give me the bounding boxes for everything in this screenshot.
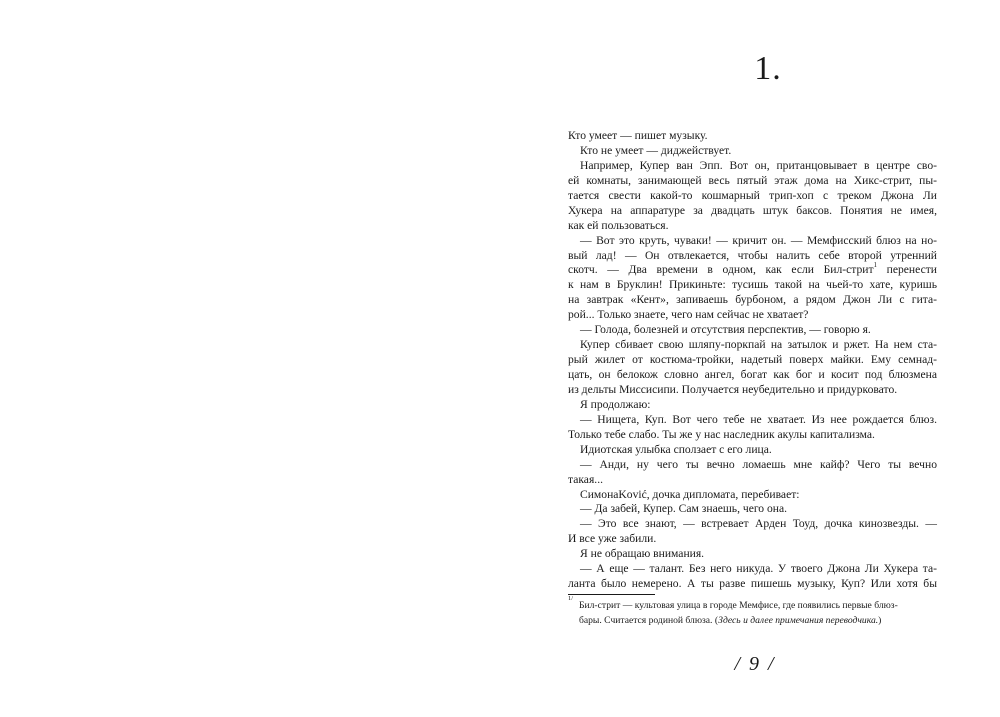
text-line: как ей пользоваться. xyxy=(568,218,669,232)
footnote-line-2-italic: Здесь и далее примечания переводчика. xyxy=(718,614,879,626)
text-line: — Нищета, Куп. Вот чего тебе не хватает. Из нее рождается блюз. xyxy=(580,412,937,426)
footnote-line-1: Бил-стрит — культовая улица в городе Мемфисе, где появились первые блюз- xyxy=(579,600,898,611)
text-line: Я продолжаю: xyxy=(580,397,651,411)
text-line: ланта было немерено. А ты разве пишешь музыку, Куп? Или хотя бы xyxy=(568,577,937,591)
text-line: — Анди, ну чего ты вечно ломаешь мне кайф? Чего ты вечно xyxy=(580,457,937,471)
footnote-divider xyxy=(568,594,655,595)
text-line xyxy=(568,263,937,278)
text-line-part: перенести xyxy=(877,263,937,277)
text-line: к нам в Бруклин! Прикиньте: тусишь такой на чьей-то хате, куришь xyxy=(568,278,937,292)
text-line: рой... Только знаете, чего нам сейчас не хватает? xyxy=(568,308,809,322)
text-line: — Голода, болезней и отсутствия перспектив, — говорю я. xyxy=(580,323,871,337)
text-line: на завтрак «Кент», запиваешь бурбоном, а рядом Джон Ли с гита- xyxy=(568,293,937,307)
text-line: вый лад! — Он отвлекается, чтобы налить себе второй утренний xyxy=(568,248,937,262)
footnote-reference[interactable]: 1 xyxy=(873,261,878,270)
text-line: Например, Купер ван Эпп. Вот он, пританцовывает в центре сво- xyxy=(580,158,937,172)
footnote-line-2-text: бары. Считается родиной блюза. ( xyxy=(579,614,719,626)
text-line: тается свести какой-то кошмарный трип-хоп с треком Джона Ли xyxy=(568,188,937,202)
text-line: Только тебе слабо. Ты же у нас наследник акулы капитализма. xyxy=(568,427,875,441)
text-line: СимонаKović, дочка дипломата, перебивает: xyxy=(580,487,800,501)
page-number: / 9 / xyxy=(734,653,776,675)
text-line: Идиотская улыбка сползает с его лица. xyxy=(580,442,772,456)
text-line: из дельты Миссисипи. Получается неубедительно и придурковато. xyxy=(568,382,898,396)
chapter-number: 1. xyxy=(754,50,782,87)
text-line: Кто умеет — пишет музыку. xyxy=(568,129,708,142)
text-line: — Это все знают, — встревает Арден Тоуд, дочка кинозвезды. — xyxy=(580,517,937,531)
text-line: Купер сбивает свою шляпу-поркпай на затылок и ржет. На нем ста- xyxy=(580,338,937,352)
text-line: — Вот это круть, чуваки! — кричит он. — Мемфисский блюз на но- xyxy=(580,233,937,247)
footnote xyxy=(568,595,937,628)
text-line: рый жилет от костюма-тройки, надетый поверх майки. Ему семнад- xyxy=(568,353,937,367)
text-line: И все уже забили. xyxy=(568,532,657,546)
text-line-part: скотч. — Два времени в одном, как если Бил-стрит xyxy=(568,263,874,277)
right-page xyxy=(500,0,1000,717)
text-line: такая... xyxy=(568,472,603,486)
footnote-marker: 1/ xyxy=(568,595,574,602)
body-text xyxy=(568,129,937,592)
text-line: Кто не умеет — диджействует. xyxy=(580,143,732,157)
footnote-line-2-close: ) xyxy=(878,614,882,626)
text-line: — Да забей, Купер. Сам знаешь, чего она. xyxy=(580,502,788,516)
text-line: цать, он белокож словно ангел, богат как бог и косит под блюзмена xyxy=(568,368,937,381)
text-line: — А еще — талант. Без него никуда. У твоего Джона Ли Хукера та- xyxy=(580,562,937,576)
footnote-line-2 xyxy=(568,614,937,629)
text-line: ей комнаты, занимающей весь пятый этаж дома на Хикс-стрит, пы- xyxy=(568,173,937,187)
text-line: Хукера на аппаратуре за двадцать штук баксов. Понятия не имея, xyxy=(568,203,937,217)
text-line: Я не обращаю внимания. xyxy=(580,547,705,561)
